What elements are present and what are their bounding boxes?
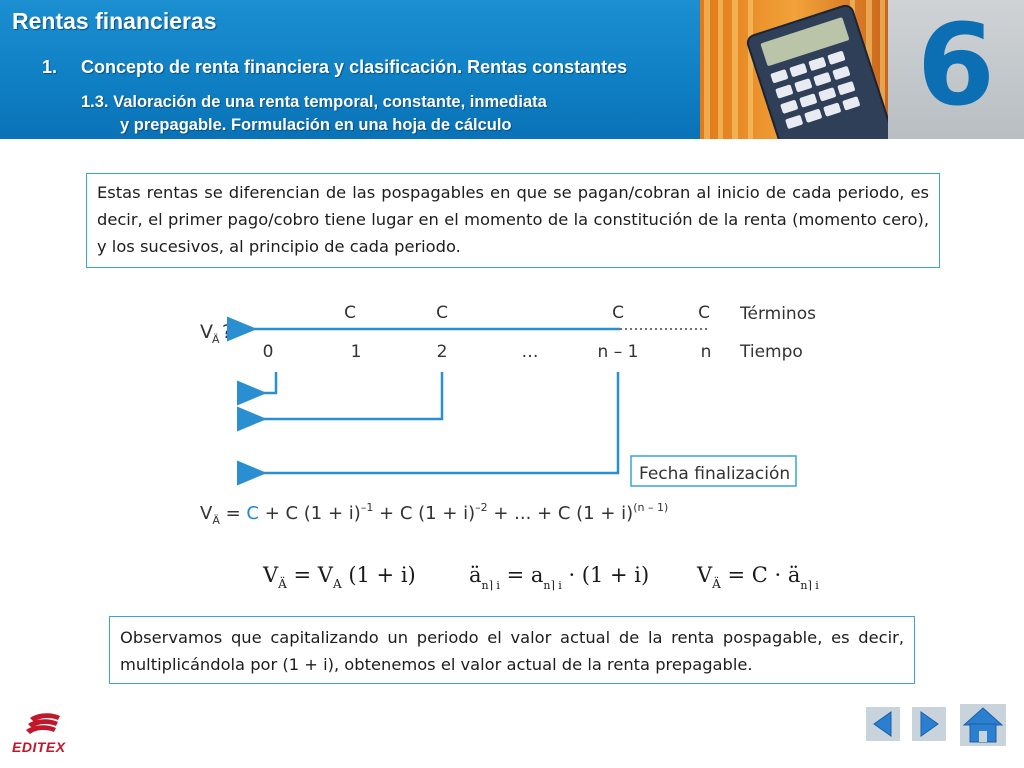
subsection-title-line1: 1.3. Valoración de una renta temporal, constante, inmediata bbox=[81, 93, 547, 111]
slide-header bbox=[0, 0, 1024, 139]
section-title: Concepto de renta financiera y clasificación. Rentas constantes bbox=[81, 57, 628, 77]
time-label: Tiempo bbox=[740, 342, 803, 362]
conclusion-text-box bbox=[109, 616, 915, 684]
term-c-2: C bbox=[436, 303, 448, 323]
va-question: ? bbox=[222, 321, 233, 343]
term-c-3: C bbox=[612, 303, 624, 323]
va-formula: $V_Ä = C + C$ $(1 + i)^{-1} + C$ $(1 + i)^{-2}$ + ... + C $(1 + i)^{(n - 1)}$ bbox=[200, 501, 669, 527]
intro-text: Estas rentas se diferencian de las pospagables en que se pagan/cobran al inicio de cada periodo, es decir, el primer pago/cobro tiene lugar en el momento de la constitución de la renta (momento cero), y los sucesivos, al principio de cada periodo. bbox=[97, 183, 929, 256]
conclusion-text: Observamos que capitalizando un periodo el valor actual de la renta pospagable, es decir, multiplicándola por (1 + i), obtenemos el valor actual de la renta prepagable. bbox=[120, 628, 904, 674]
timeline-diagram bbox=[190, 290, 830, 530]
time-n: n bbox=[700, 342, 712, 362]
editex-logo-text: EDITEX bbox=[12, 739, 66, 755]
discount-arrow-2 bbox=[262, 372, 442, 419]
time-0: 0 bbox=[262, 342, 274, 362]
slide-title: Rentas financieras bbox=[12, 8, 217, 34]
arrow-right-icon[interactable] bbox=[912, 707, 946, 741]
chapter-number: 6 bbox=[917, 1, 995, 131]
time-1: 1 bbox=[350, 342, 362, 362]
formula-va-prepagable: $V_Ä = V_A$ (1 + i) bbox=[263, 563, 416, 591]
terms-label: Términos bbox=[740, 304, 816, 324]
time-2: 2 bbox=[436, 342, 448, 362]
formula-row bbox=[255, 556, 835, 600]
va-symbol: V bbox=[200, 321, 213, 343]
chapter-box bbox=[888, 0, 1024, 139]
arrow-left-icon[interactable] bbox=[866, 707, 900, 741]
term-c-4: C bbox=[698, 303, 710, 323]
section-number: 1. bbox=[42, 57, 58, 77]
formula-a-prepagable: $ä_{n⌉ i} = a_{n⌉ i} \cdot (1 + i)$ bbox=[469, 563, 650, 592]
va-subscript: Ä bbox=[212, 333, 220, 346]
intro-text-box bbox=[86, 173, 940, 268]
term-c-1: C bbox=[344, 303, 356, 323]
subsection-title-line2: y prepagable. Formulación en una hoja de cálculo bbox=[120, 116, 512, 134]
calculator-image bbox=[700, 0, 890, 139]
end-date-label: Fecha finalización bbox=[639, 464, 791, 484]
formula-va-c-a: $V_Ä = C$ · $ä_{n⌉ i}$ bbox=[697, 563, 819, 592]
discount-arrow-1 bbox=[262, 372, 276, 393]
home-icon[interactable] bbox=[960, 704, 1006, 746]
discount-arrow-n bbox=[262, 372, 618, 473]
time-dots: … bbox=[521, 342, 539, 362]
time-n-minus-1: n – 1 bbox=[597, 342, 639, 362]
